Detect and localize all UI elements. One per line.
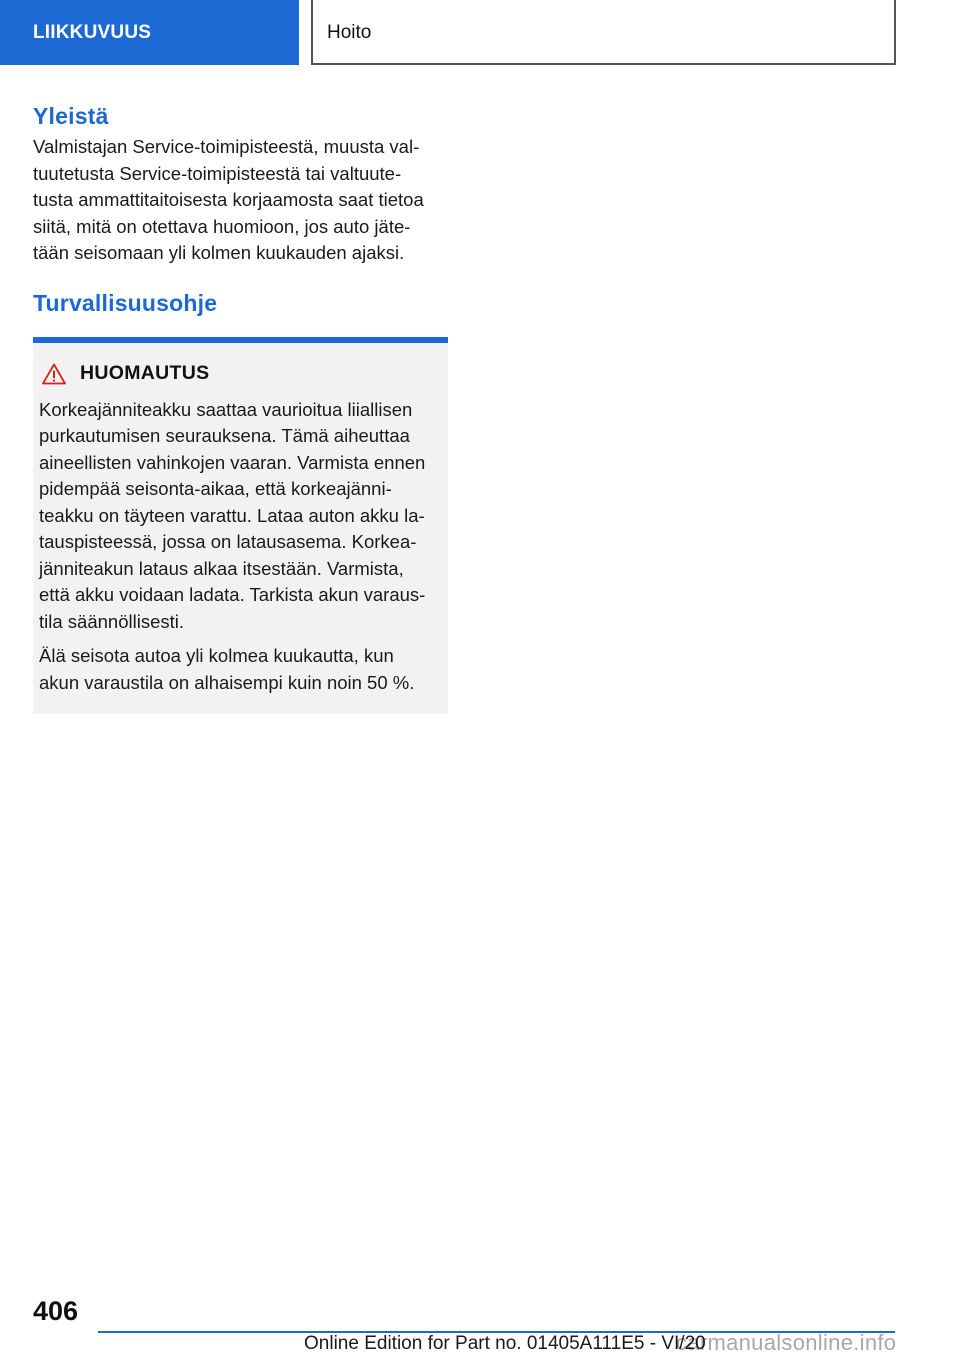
notice-title: HUOMAUTUS (80, 362, 210, 384)
text-line: että akku voidaan ladata. Tarkista akun varaus- (39, 584, 426, 605)
edition-text: Online Edition for Part no. 01405A111E5 - VI/20 (304, 1333, 706, 1354)
page-number: 406 (33, 1296, 79, 1326)
warning-triangle-icon (42, 363, 66, 385)
text-line: siitä, mitä on otettava huomioon, jos auto jäte- (33, 215, 411, 237)
text-line: tila säännöllisesti. (39, 610, 184, 632)
text-line: Valmistajan Service-toimipisteestä, muusta val- (33, 136, 420, 157)
text-line: tuutetusta Service-toimipisteestä tai valtuute- (33, 162, 402, 184)
notice-paragraph-1 (39, 397, 448, 636)
text-line: teakku on täyteen varattu. Lataa auton akku la- (39, 504, 425, 526)
general-paragraph (33, 134, 448, 267)
text-line: tauspisteessä, jossa on latausasema. Korkea- (39, 531, 417, 552)
text-line: aineellisten vahinkojen vaaran. Varmista ennen (39, 451, 426, 473)
section-heading-general: Yleistä (33, 103, 109, 129)
watermark: carmanualsonline.info (676, 1330, 897, 1355)
notice-paragraph-2 (39, 643, 448, 696)
text-line: akun varaustila on alhaisempi kuin noin 50 %. (39, 671, 415, 693)
page-content (33, 98, 448, 714)
section-tab: LIIKKUVUUS (0, 0, 299, 65)
section-heading-safety: Turvallisuusohje (33, 289, 218, 316)
text-line: Korkeajänniteakku saattaa vaurioitua liiallisen (39, 398, 413, 420)
chapter-title: Hoito (311, 0, 896, 65)
text-line: jänniteakun lataus alkaa itsestään. Varmista, (39, 557, 404, 579)
notice-title-row (39, 359, 448, 389)
safety-notice-box (33, 337, 448, 715)
text-line: purkautumisen seurauksena. Tämä aiheuttaa (39, 425, 410, 446)
text-line: Älä seisota autoa yli kolmea kuukautta, kun (39, 645, 394, 666)
text-line: pidempää seisonta-aikaa, että korkeajänni- (39, 478, 392, 499)
text-line: tään seisomaan yli kolmen kuukauden ajaksi. (33, 242, 405, 263)
text-line: tusta ammattitaitoisesta korjaamosta saat tietoa (33, 189, 424, 210)
